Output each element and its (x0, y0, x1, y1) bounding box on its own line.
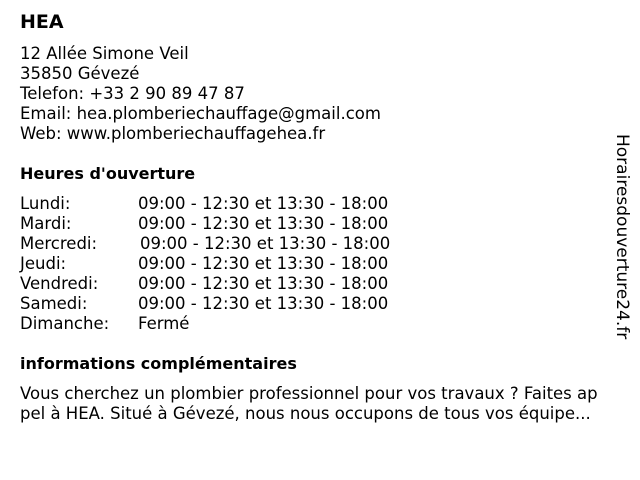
day-label: Lundi: (20, 194, 71, 213)
web-line: Web: www.plomberiechauffagehea.fr (20, 124, 326, 143)
hours-row-lundi (20, 194, 390, 214)
hours-row-dimanche (20, 314, 390, 334)
day-hours: 09:00 - 12:30 et 13:30 - 18:00 (138, 194, 389, 213)
info-line-1: Vous cherchez un plombier professionnel pour vos travaux ? Faites ap (20, 384, 598, 403)
info-heading: informations complémentaires (20, 354, 297, 373)
day-label: Mardi: (20, 214, 72, 233)
address-street: 12 Allée Simone Veil (20, 44, 189, 63)
day-hours: 09:00 - 12:30 et 13:30 - 18:00 (138, 274, 389, 293)
day-label: Samedi: (20, 294, 88, 313)
hours-row-vendredi (20, 274, 390, 294)
business-name: HEA (20, 11, 64, 33)
address-city: 35850 Gévezé (20, 64, 140, 83)
day-label: Dimanche: (20, 314, 110, 333)
phone-line: Telefon: +33 2 90 89 47 87 (20, 84, 245, 103)
day-label: Mercredi: (20, 234, 98, 253)
day-label: Vendredi: (20, 274, 99, 293)
day-hours: 09:00 - 12:30 et 13:30 - 18:00 (138, 254, 389, 273)
day-hours: 09:00 - 12:30 et 13:30 - 18:00 (138, 294, 389, 313)
hours-table (20, 194, 390, 334)
contact-block (20, 44, 381, 144)
day-label: Jeudi: (20, 254, 67, 273)
hours-row-samedi (20, 294, 390, 314)
hours-row-mardi (20, 214, 390, 234)
email-line: Email: hea.plomberiechauffage@gmail.com (20, 104, 381, 123)
hours-heading: Heures d'ouverture (20, 164, 196, 183)
day-hours: 09:00 - 12:30 et 13:30 - 18:00 (140, 234, 391, 253)
hours-row-mercredi (20, 234, 390, 254)
day-hours: Fermé (138, 314, 190, 333)
info-line-2: pel à HEA. Situé à Gévezé, nous nous occupons de tous vos équipe... (20, 404, 591, 423)
info-text (20, 384, 632, 424)
hours-row-jeudi (20, 254, 390, 274)
day-hours: 09:00 - 12:30 et 13:30 - 18:00 (138, 214, 389, 233)
site-watermark: Horairesdouverture24.fr (612, 134, 632, 340)
